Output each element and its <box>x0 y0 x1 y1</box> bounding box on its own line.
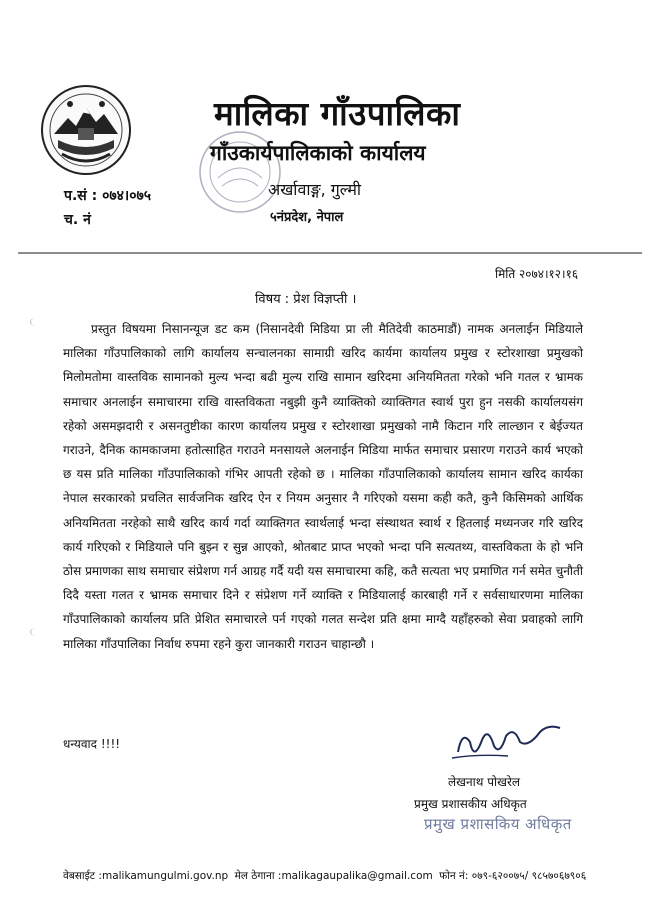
footer-contact <box>63 869 589 883</box>
municipality-name: मालिका गाँउपालिका <box>214 94 461 133</box>
footer-website: वेबसाईट :malikamungulmi.gov.np <box>63 870 229 882</box>
dispatch-number: च. नं <box>64 212 91 228</box>
punch-hole-mark <box>30 318 41 326</box>
letter-subject: विषय : प्रेश विज्ञप्ती । <box>255 292 357 307</box>
closing-text: धन्यवाद !!!! <box>63 737 121 751</box>
body-paragraph: प्रस्तुत विषयमा निसानन्यूज डट कम (निसानदेवी मिडिया प्रा ली मैतिदेवी काठमाडौं) नामक अनलाईन मिडियाले मालिका गाँउपालिकाको लागि कार्यालय सन्चालनका सामाग्री खरिद कार्यमा कार्यालय प्रमुख र स्टोरशाखा प्रमुखको मिलोमतोमा वास्तविक सामानको मुल्य भन्दा बढी मुल्य राखि सामान खरिदमा अनियमितता गरेको भनि गतल र भ्रामक समाचार अनलाईन समाचारमा राखि वास्तविकता नबुझी कुनै व्याक्तिको व्याक्तिगत स्वार्थ पुरा हुन नसकी कार्यालयसंग रहेको असमझदारी र असनतुष्टीका कारण कार्यालय प्रमुख र स्टोरशाखा प्रमुखको नामै किटान गरि लाल्छान र बेईज्यत गराउने, दैनिक कामकाजमा हतोत्साहित गराउने मनसायले अलनाईन मिडिया मार्फत समाचार प्रसारण गराउने कार्य भएको छ यस प्रति मालिका गाँउपालिकाको गंभिर आपती रहेको छ । मालिका गाँउपालिकाको कार्यालय सामान खरिद कार्यका नेपाल सरकारको प्रचलित सार्वजनिक खरिद ऐन र नियम अनुसार नै गरिएको यसमा कही कतै, कुनै किसिमको आर्थिक अनियमितता नरहेको साथै खरिद कार्य गर्दा व्याक्तिगत स्वार्थलाई भन्दा संस्थाथत स्वार्थ र हितलाई मध्यनजर गरि खरिद कार्य गरिएको र मिडियाले पनि बुझ्न र सुन्न आएको, श्रोतबाट प्राप्त भएको भन्दा पनि सत्यतथ्य, वास्तविकता के हो भनि ठोस प्रमाणका साथ समाचार संप्रेशण गर्न आग्रह गर्दै यदी यस समाचारमा कहि, कतै सत्यता भए प्रमाणित गर्न समेत चुनौती दिदै यस्ता गलत र भ्रामक समाचार दिने र संप्रेशण गर्ने व्याक्ति र मिडियालाई कारबाही गर्ने र सर्वसाधारणमा मालिका गाँउपालिकाको कार्यालय प्रति प्रेशित समाचारले पर्न गएको गलत सन्देश प्रति क्षमा माग्दै यहाँहरुको सेवा प्रवाहको लागि मालिका गाँउपालिका निर्वाध रुपमा रहने कुरा जानकारी गराउन चाहान्छौ । <box>63 322 583 651</box>
signatory-stamp: प्रमुख प्रशासकिय अधिकृत <box>424 815 572 833</box>
footer-phone: फोन नं: ०७९-६२००७५/ ९८५७०६७९०६ <box>439 870 587 882</box>
signature-mark <box>448 712 568 770</box>
reference-number: प.सं : ०७४।०७५ <box>64 188 152 204</box>
address-line1: अर्खावाङ्ग, गुल्मी <box>268 180 362 199</box>
letter-body <box>63 317 583 656</box>
nepal-emblem-logo <box>40 84 132 176</box>
letter-date: मिति २०७४।१२।१६ <box>495 267 579 281</box>
punch-hole-mark <box>30 628 41 636</box>
signatory-name: लेखनाथ पोखरेल <box>448 775 520 789</box>
office-name: गाँउकार्यपालिकाको कार्यालय <box>210 141 426 165</box>
footer-email: मेल ठेगाना :malikagaupalika@gmail.com <box>234 870 433 882</box>
address-line2: ५नंप्रदेश, नेपाल <box>270 210 344 225</box>
header-divider <box>18 252 642 254</box>
signatory-title: प्रमुख प्रशासकीय अधिकृत <box>414 797 527 811</box>
